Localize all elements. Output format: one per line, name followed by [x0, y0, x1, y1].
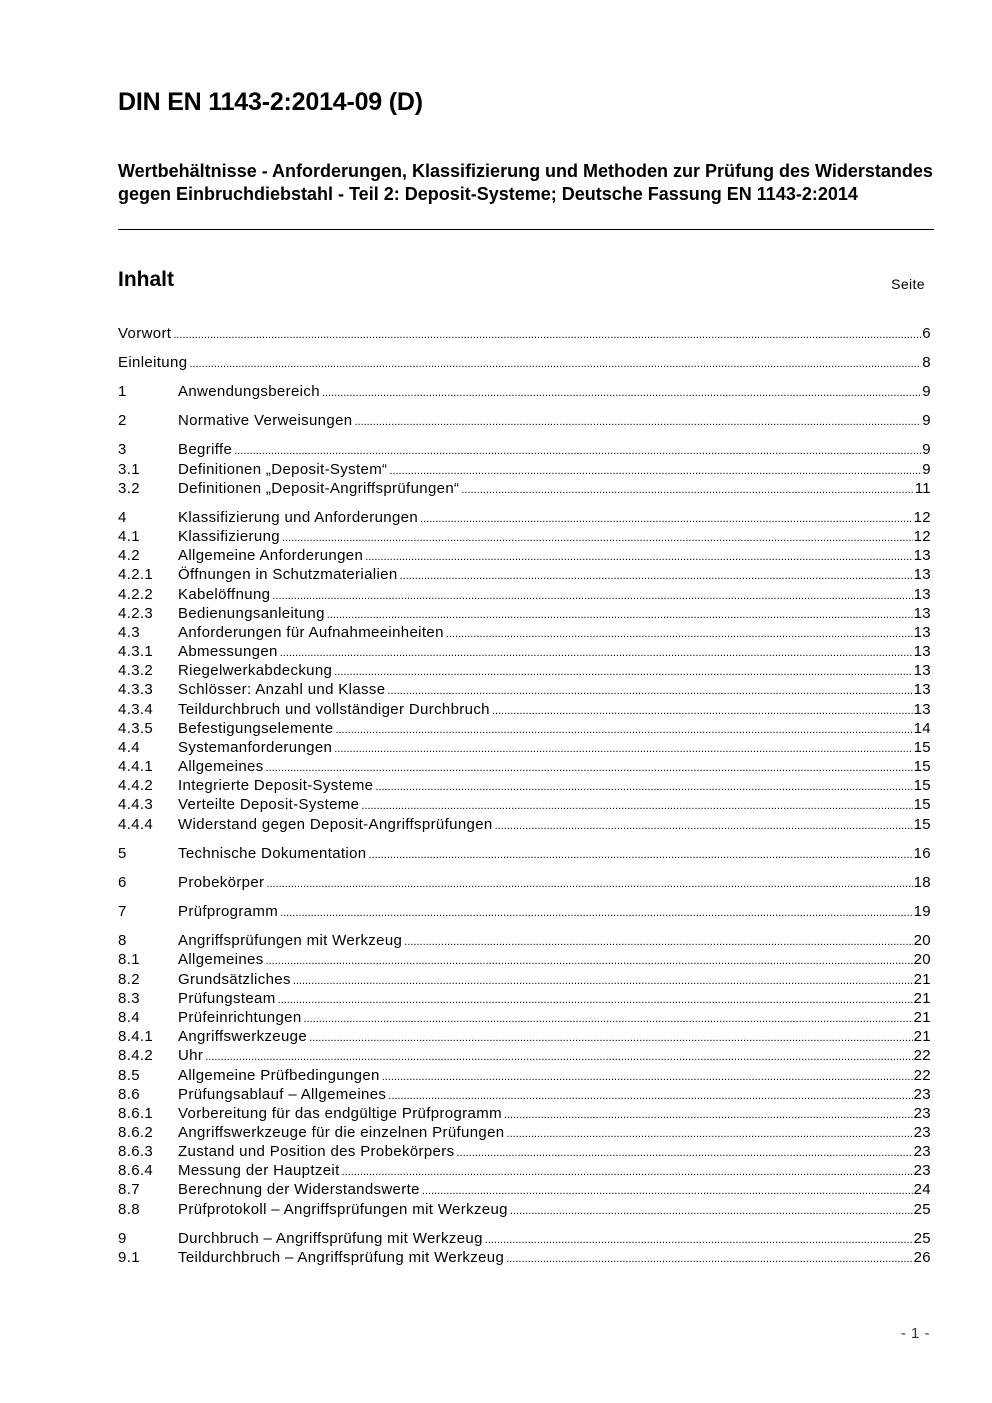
toc-entry-page: 15	[913, 739, 931, 756]
toc-page-column-label: Seite	[891, 276, 925, 292]
toc-entry-number: 4.3.3	[118, 681, 154, 698]
toc-entry[interactable]	[118, 1047, 931, 1066]
toc-dot-leader	[492, 705, 913, 717]
toc-entry-number: 4.3	[118, 624, 140, 641]
toc-entry-title: Allgemeine Prüfbedingungen	[178, 1067, 380, 1084]
toc-heading: Inhalt	[118, 268, 174, 291]
toc-dot-leader	[293, 975, 913, 987]
toc-dot-leader	[304, 1013, 913, 1025]
toc-entry-number: 4.3.2	[118, 662, 154, 679]
toc-entry-page: 26	[913, 1249, 931, 1266]
toc-entry-number: 9.1	[118, 1249, 140, 1266]
toc-entry[interactable]	[118, 1124, 931, 1143]
toc-entry[interactable]	[118, 990, 931, 1009]
toc-entry-title: Befestigungselemente	[178, 720, 334, 737]
toc-entry[interactable]	[118, 1028, 931, 1047]
toc-entry-number: 4.4.4	[118, 816, 154, 833]
toc-entry-page: 21	[913, 1028, 931, 1045]
document-subtitle: Wertbehältnisse - Anforderungen, Klassifizierung und Methoden zur Prüfung des Widerstandes gegen Einbruchdiebstahl - Teil 2: Deposit-Systeme; Deutsche Fassung EN 1143-2:2014	[118, 161, 933, 204]
toc-dot-leader	[461, 484, 913, 496]
toc-entry-page: 13	[913, 681, 931, 698]
toc-entry[interactable]	[118, 1143, 931, 1162]
toc-entry[interactable]	[118, 325, 931, 344]
toc-entry[interactable]	[118, 1105, 931, 1124]
page-number: - 1 -	[900, 1325, 930, 1342]
toc-entry-page: 9	[922, 441, 931, 458]
toc-entry[interactable]	[118, 441, 931, 460]
toc-entry-page: 23	[913, 1105, 931, 1122]
toc-entry[interactable]	[118, 1201, 931, 1220]
toc-dot-leader	[446, 628, 913, 640]
toc-dot-leader	[334, 743, 912, 755]
toc-dot-leader	[266, 955, 913, 967]
toc-entry-title: Öffnungen in Schutzmaterialien	[178, 566, 398, 583]
toc-dot-leader	[361, 800, 912, 812]
toc-entry-title: Angriffsprüfungen mit Werkzeug	[178, 932, 403, 949]
toc-entry[interactable]	[118, 903, 931, 922]
toc-entry-title: Vorbereitung für das endgültige Prüfprogramm	[178, 1105, 502, 1122]
toc-dot-leader	[422, 1185, 913, 1197]
toc-entry-number: 4.4.3	[118, 796, 154, 813]
toc-entry-page: 23	[913, 1086, 931, 1103]
toc-dot-leader	[272, 590, 912, 602]
toc-entry-title: Vorwort	[118, 325, 172, 342]
toc-entry-page: 13	[913, 662, 931, 679]
toc-entry[interactable]	[118, 1067, 931, 1086]
toc-entry-page: 6	[922, 325, 931, 342]
toc-dot-leader	[510, 1205, 913, 1217]
toc-dot-leader	[365, 551, 912, 563]
toc-entry-title: Prüfungsablauf – Allgemeines	[178, 1086, 387, 1103]
toc-entry-title: Grundsätzliches	[178, 971, 291, 988]
toc-dot-leader	[266, 878, 912, 890]
toc-entry-page: 13	[913, 605, 931, 622]
toc-dot-leader	[342, 1166, 913, 1178]
toc-entry-title: Prüfeinrichtungen	[178, 1009, 302, 1026]
toc-entry-page: 12	[913, 509, 931, 526]
toc-entry-number: 3.1	[118, 461, 140, 478]
toc-entry[interactable]	[118, 739, 931, 758]
toc-entry-title: Allgemeines	[178, 951, 264, 968]
toc-entry-title: Anwendungsbereich	[178, 383, 320, 400]
toc-entry[interactable]	[118, 461, 931, 480]
toc-entry-title: Zustand und Position des Probekörpers	[178, 1143, 455, 1160]
toc-entry-title: Bedienungsanleitung	[178, 605, 325, 622]
toc-entry-number: 8.2	[118, 971, 140, 988]
toc-entry-page: 20	[913, 932, 931, 949]
toc-dot-leader	[334, 666, 912, 678]
toc-entry-number: 8.6	[118, 1086, 140, 1103]
toc-entry[interactable]	[118, 1086, 931, 1105]
toc-dot-leader	[369, 849, 913, 861]
toc-entry-title: Normative Verweisungen	[178, 412, 353, 429]
toc-dot-leader	[504, 1109, 913, 1121]
toc-entry[interactable]	[118, 720, 931, 739]
toc-dot-leader	[278, 994, 913, 1006]
toc-entry-title: Berechnung der Widerstandswerte	[178, 1181, 420, 1198]
toc-entry-title: Definitionen „Deposit-System“	[178, 461, 388, 478]
toc-dot-leader	[266, 762, 913, 774]
toc-dot-leader	[506, 1253, 912, 1265]
toc-entry-page: 18	[913, 874, 931, 891]
toc-entry-title: Probekörper	[178, 874, 265, 891]
toc-dot-leader	[205, 1051, 912, 1063]
toc-entry[interactable]	[118, 354, 931, 373]
toc-entry-title: Technische Dokumentation	[178, 845, 367, 862]
toc-entry[interactable]	[118, 932, 931, 951]
toc-entry-page: 13	[913, 701, 931, 718]
toc-entry-title: Widerstand gegen Deposit-Angriffsprüfungen	[178, 816, 493, 833]
toc-entry[interactable]	[118, 412, 931, 431]
toc-dot-leader	[173, 329, 921, 341]
toc-entry[interactable]	[118, 1009, 931, 1028]
toc-dot-leader	[354, 416, 921, 428]
toc-dot-leader	[382, 1071, 913, 1083]
toc-entry-title: Systemanforderungen	[178, 739, 333, 756]
toc-entry-title: Uhr	[178, 1047, 204, 1064]
toc-entry-title: Einleitung	[118, 354, 188, 371]
toc-entry-title: Teildurchbruch und vollständiger Durchbruch	[178, 701, 490, 718]
toc-entry-page: 13	[913, 624, 931, 641]
toc-entry-number: 1	[118, 383, 127, 400]
toc-entry-title: Anforderungen für Aufnahmeeinheiten	[178, 624, 444, 641]
toc-entry[interactable]	[118, 971, 931, 990]
toc-dot-leader	[282, 532, 913, 544]
toc-entry-page: 23	[913, 1162, 931, 1179]
toc-entry-page: 19	[913, 903, 931, 920]
toc-entry-number: 2	[118, 412, 127, 429]
toc-entry-page: 21	[913, 971, 931, 988]
toc-entry-title: Allgemeines	[178, 758, 264, 775]
toc-entry-number: 8.6.1	[118, 1105, 154, 1122]
toc-entry-number: 4	[118, 509, 127, 526]
toc-entry-number: 8.6.2	[118, 1124, 154, 1141]
toc-entry-number: 3.2	[118, 480, 140, 497]
toc-entry-page: 15	[913, 796, 931, 813]
document-title: DIN EN 1143-2:2014-09 (D)	[118, 88, 423, 116]
toc-entry-number: 8.4.1	[118, 1028, 154, 1045]
toc-entry-title: Teildurchbruch – Angriffsprüfung mit Werkzeug	[178, 1249, 505, 1266]
toc-entry[interactable]	[118, 681, 931, 700]
toc-entry-title: Allgemeine Anforderungen	[178, 547, 364, 564]
toc-entry-page: 9	[922, 383, 931, 400]
toc-dot-leader	[322, 387, 921, 399]
toc-entry-number: 4.2.2	[118, 586, 154, 603]
toc-dot-leader	[280, 647, 913, 659]
toc-entry-number: 4.3.1	[118, 643, 154, 660]
toc-entry-title: Klassifizierung und Anforderungen	[178, 509, 419, 526]
toc-entry-title: Definitionen „Deposit-Angriffsprüfungen“	[178, 480, 460, 497]
toc-entry-number: 5	[118, 845, 127, 862]
toc-dot-leader	[309, 1032, 913, 1044]
toc-dot-leader	[280, 907, 913, 919]
toc-entry-number: 8.3	[118, 990, 140, 1007]
toc-entry-page: 22	[913, 1067, 931, 1084]
toc-entry-number: 8.6.4	[118, 1162, 154, 1179]
toc-entry[interactable]	[118, 1162, 931, 1181]
toc-entry-page: 8	[922, 354, 931, 371]
toc-entry[interactable]	[118, 566, 931, 585]
toc-entry-page: 13	[913, 566, 931, 583]
toc-entry[interactable]	[118, 547, 931, 566]
toc-entry-page: 25	[913, 1230, 931, 1247]
toc-entry-page: 20	[913, 951, 931, 968]
toc-entry-title: Prüfungsteam	[178, 990, 276, 1007]
toc-entry-page: 12	[913, 528, 931, 545]
toc-entry[interactable]	[118, 845, 931, 864]
toc-entry-title: Schlösser: Anzahl und Klasse	[178, 681, 386, 698]
toc-entry-number: 8	[118, 932, 127, 949]
toc-entry-number: 4.4	[118, 739, 140, 756]
toc-entry[interactable]	[118, 758, 931, 777]
toc-entry-page: 13	[913, 586, 931, 603]
toc-entry[interactable]	[118, 951, 931, 970]
toc-entry[interactable]	[118, 1249, 931, 1268]
toc-entry-page: 21	[913, 1009, 931, 1026]
toc-entry[interactable]	[118, 1181, 931, 1200]
toc-entry-number: 7	[118, 903, 127, 920]
toc-entry[interactable]	[118, 624, 931, 643]
toc-entry-page: 23	[913, 1124, 931, 1141]
toc-entry-title: Messung der Hauptzeit	[178, 1162, 340, 1179]
toc-entry[interactable]	[118, 509, 931, 528]
toc-entry-title: Angriffswerkzeuge	[178, 1028, 308, 1045]
toc-entry-number: 8.8	[118, 1201, 140, 1218]
toc-entry[interactable]	[118, 1230, 931, 1249]
toc-entry[interactable]	[118, 605, 931, 624]
toc-entry-number: 9	[118, 1230, 127, 1247]
toc-entry-page: 16	[913, 845, 931, 862]
toc-dot-leader	[327, 609, 913, 621]
toc-dot-leader	[189, 358, 921, 370]
toc-entry-number: 4.2.3	[118, 605, 154, 622]
toc-entry-title: Klassifizierung	[178, 528, 280, 545]
toc-entry-page: 15	[913, 816, 931, 833]
toc-entry-title: Integrierte Deposit-Systeme	[178, 777, 374, 794]
toc-entry-page: 15	[913, 758, 931, 775]
toc-dot-leader	[404, 936, 912, 948]
toc-dot-leader	[400, 570, 913, 582]
toc-entry-page: 13	[913, 643, 931, 660]
toc-entry-page: 22	[913, 1047, 931, 1064]
toc-dot-leader	[387, 685, 912, 697]
toc-entry-number: 8.4.2	[118, 1047, 154, 1064]
toc-entry[interactable]	[118, 777, 931, 796]
toc-dot-leader	[375, 781, 912, 793]
toc-entry[interactable]	[118, 816, 931, 835]
toc-entry-number: 4.4.1	[118, 758, 154, 775]
toc-entry-number: 4.2.1	[118, 566, 154, 583]
toc-entry-number: 3	[118, 441, 127, 458]
toc-entry-page: 24	[913, 1181, 931, 1198]
toc-entry-number: 8.4	[118, 1009, 140, 1026]
toc-entry-title: Angriffswerkzeuge für die einzelnen Prüfungen	[178, 1124, 505, 1141]
toc-entry-page: 11	[914, 480, 931, 497]
toc-dot-leader	[234, 445, 921, 457]
toc-entry-page: 23	[913, 1143, 931, 1160]
toc-dot-leader	[495, 820, 913, 832]
toc-entry-number: 4.2	[118, 547, 140, 564]
toc-entry-number: 8.6.3	[118, 1143, 154, 1160]
toc-entry-number: 6	[118, 874, 127, 891]
toc-entry-title: Prüfprotokoll – Angriffsprüfungen mit Werkzeug	[178, 1201, 508, 1218]
toc-entry-title: Durchbruch – Angriffsprüfung mit Werkzeug	[178, 1230, 483, 1247]
toc-entry-page: 13	[913, 547, 931, 564]
toc-entry-title: Verteilte Deposit-Systeme	[178, 796, 360, 813]
toc-entry-number: 4.3.4	[118, 701, 154, 718]
toc-entry[interactable]	[118, 874, 931, 893]
toc-dot-leader	[456, 1147, 912, 1159]
toc-entry-page: 15	[913, 777, 931, 794]
toc-dot-leader	[507, 1128, 913, 1140]
toc-dot-leader	[388, 1090, 912, 1102]
toc-entry[interactable]	[118, 480, 931, 499]
toc-entry[interactable]	[118, 796, 931, 815]
toc-entry-page: 14	[913, 720, 931, 737]
toc-entry-title: Abmessungen	[178, 643, 278, 660]
toc-dot-leader	[485, 1234, 913, 1246]
toc-entry-number: 8.1	[118, 951, 140, 968]
toc-entry-number: 4.4.2	[118, 777, 154, 794]
toc-entry-title: Riegelwerkabdeckung	[178, 662, 333, 679]
toc-entry-number: 8.5	[118, 1067, 140, 1084]
toc-dot-leader	[389, 465, 921, 477]
toc-entry-page: 25	[913, 1201, 931, 1218]
toc-entry[interactable]	[118, 383, 931, 402]
toc-entry-title: Prüfprogramm	[178, 903, 279, 920]
toc-entry-page: 21	[913, 990, 931, 1007]
toc-entry-number: 8.7	[118, 1181, 140, 1198]
toc-entry[interactable]	[118, 643, 931, 662]
title-divider	[118, 229, 934, 230]
toc-dot-leader	[335, 724, 912, 736]
toc-entry[interactable]	[118, 586, 931, 605]
toc-entry[interactable]	[118, 528, 931, 547]
toc-entry-number: 4.3.5	[118, 720, 154, 737]
toc-entry[interactable]	[118, 701, 931, 720]
toc-entry-number: 4.1	[118, 528, 140, 545]
toc-entry-title: Begriffe	[178, 441, 233, 458]
toc-entry[interactable]	[118, 662, 931, 681]
toc-entry-page: 9	[922, 412, 931, 429]
toc-entry-title: Kabelöffnung	[178, 586, 271, 603]
toc-entry-page: 9	[922, 461, 931, 478]
toc-dot-leader	[420, 513, 913, 525]
